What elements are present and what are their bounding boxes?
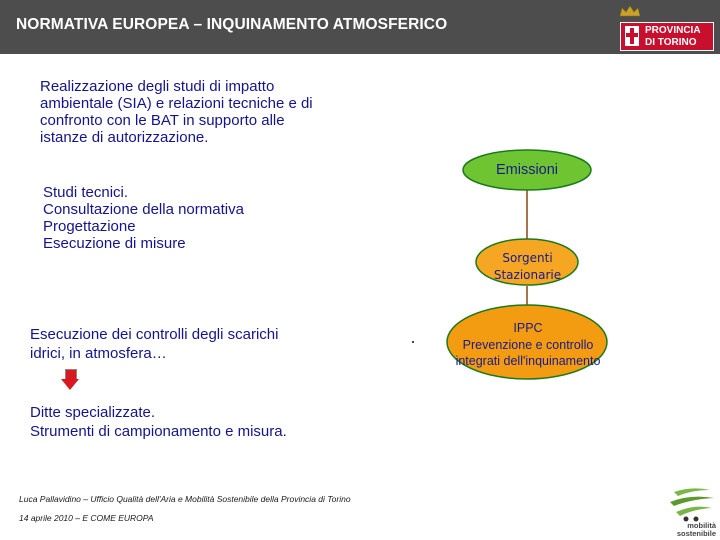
emissioni-label: Emissioni bbox=[495, 162, 559, 178]
logo-line-2: DI TORINO bbox=[645, 36, 697, 48]
swoosh-icon bbox=[666, 484, 718, 522]
mobilita-logo-text bbox=[670, 522, 716, 537]
ippc-line: integrati dell'inquinamento bbox=[455, 354, 601, 368]
controlli-line: idrici, in atmosfera… bbox=[30, 345, 167, 362]
controlli-line: Esecuzione dei controlli degli scarichi bbox=[30, 326, 279, 343]
ditte-line: Ditte specializzate. bbox=[30, 404, 156, 421]
sorgenti-line: Stazionarie bbox=[493, 268, 562, 282]
ippc-line: IPPC bbox=[513, 321, 543, 335]
ippc-line: Prevenzione e controllo bbox=[462, 337, 594, 352]
sia-line: ambientale (SIA) e relazioni tecniche e di bbox=[40, 95, 313, 112]
sorgenti-label bbox=[470, 250, 585, 284]
ditte-line: Strumenti di campionamento e misura. bbox=[30, 423, 287, 440]
mobilita-sostenibile-logo bbox=[666, 484, 718, 538]
footer-author: Luca Pallavidino – Ufficio Qualità dell'Aria e Mobilità Sostenibile della Provincia di Torino bbox=[19, 494, 351, 504]
stray-dot bbox=[412, 341, 414, 343]
sia-line: istanze di autorizzazione. bbox=[40, 129, 209, 146]
logo-line-1: PROVINCIA bbox=[645, 25, 701, 36]
studi-line: Esecuzione di misure bbox=[43, 235, 186, 252]
studi-line: Progettazione bbox=[43, 218, 136, 235]
sia-line: confronto con le BAT in supporto alle bbox=[40, 112, 285, 129]
slide-title: NORMATIVA EUROPEA – INQUINAMENTO ATMOSFERICO bbox=[16, 16, 448, 33]
mobilita-logo-line-1: mobilità bbox=[687, 521, 716, 530]
studi-line: Consultazione della normativa bbox=[43, 201, 244, 218]
ippc-label bbox=[440, 320, 616, 370]
footer-date: 14 aprile 2010 – E COME EUROPA bbox=[19, 513, 154, 523]
sorgenti-line: Sorgenti bbox=[502, 251, 553, 265]
mobilita-logo-line-2: sostenibile bbox=[676, 528, 716, 538]
sia-line: Realizzazione degli studi di impatto bbox=[40, 78, 275, 95]
studi-line: Studi tecnici. bbox=[43, 184, 129, 201]
